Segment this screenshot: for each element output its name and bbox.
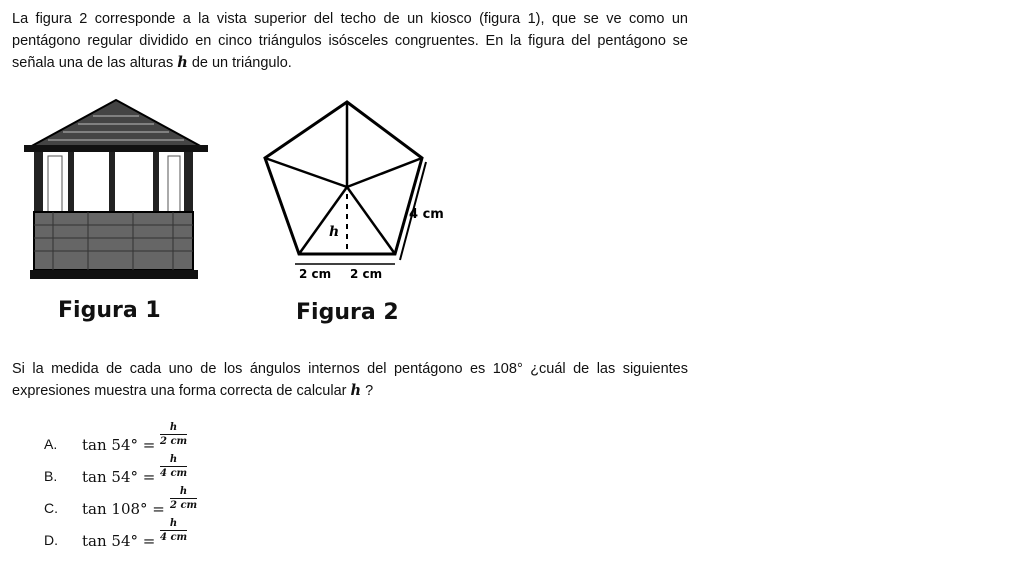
intro-text: La figura 2 corresponde a la vista superior del techo de un kiosco (figura 1), que se ve como un pentágono regular dividido en cinco triángulos isósceles congruentes. En la figura del pentágono se señala una de las alturas: [12, 11, 688, 71]
figure-2-caption: Figura 2: [296, 300, 399, 325]
fraction-numerator: h: [170, 485, 197, 499]
option-b[interactable]: [44, 454, 444, 492]
option-expression: [82, 468, 155, 486]
fraction-numerator: h: [160, 453, 187, 467]
pentagon-outline: [265, 102, 422, 254]
option-a[interactable]: [44, 422, 444, 460]
base-half-left-label: 2 cm: [299, 267, 332, 281]
option-lhs: tan 54° =: [82, 436, 156, 454]
option-lhs: tan 108° =: [82, 500, 165, 518]
option-c[interactable]: [44, 486, 444, 524]
fraction-denominator: 2 cm: [170, 500, 198, 511]
side-length-label: 4 cm: [409, 207, 444, 222]
question-text: Si la medida de cada uno de los ángulos internos del pentágono es 108° ¿cuál de las siguientes expresiones muestra una forma correcta de calcular: [12, 361, 688, 399]
option-lhs: tan 54° =: [82, 468, 156, 486]
pentagon-internal-lines: [265, 102, 422, 254]
option-d[interactable]: [44, 518, 444, 556]
question-text-end: ?: [361, 383, 374, 399]
height-h-label: h: [329, 224, 340, 240]
option-letter: D.: [44, 532, 58, 548]
option-expression: [82, 500, 165, 518]
answer-options: [44, 422, 444, 556]
intro-text-end: de un triángulo.: [187, 55, 292, 71]
question-paragraph: [12, 358, 688, 402]
fraction-denominator: 2 cm: [160, 436, 188, 447]
fraction-numerator: h: [160, 517, 187, 531]
fraction-denominator: 4 cm: [160, 468, 188, 479]
option-fraction: [160, 517, 187, 544]
kiosk-roof-eave: [24, 145, 208, 152]
option-fraction: [160, 453, 187, 480]
base-half-right-label: 2 cm: [350, 267, 383, 281]
option-lhs: tan 54° =: [82, 532, 156, 550]
question-h-variable: h: [350, 382, 362, 399]
fraction-numerator: h: [160, 421, 187, 435]
intro-paragraph: [12, 8, 688, 74]
option-expression: [82, 532, 155, 550]
fraction-denominator: 4 cm: [160, 532, 188, 543]
option-expression: [82, 436, 155, 454]
option-letter: A.: [44, 436, 58, 452]
intro-h-variable: h: [177, 54, 188, 71]
kiosk-railing: [34, 212, 193, 270]
option-fraction: [160, 421, 187, 448]
option-letter: B.: [44, 468, 58, 484]
figure-1-caption: Figura 1: [58, 298, 161, 323]
option-letter: C.: [44, 500, 58, 516]
option-fraction: [170, 485, 197, 512]
